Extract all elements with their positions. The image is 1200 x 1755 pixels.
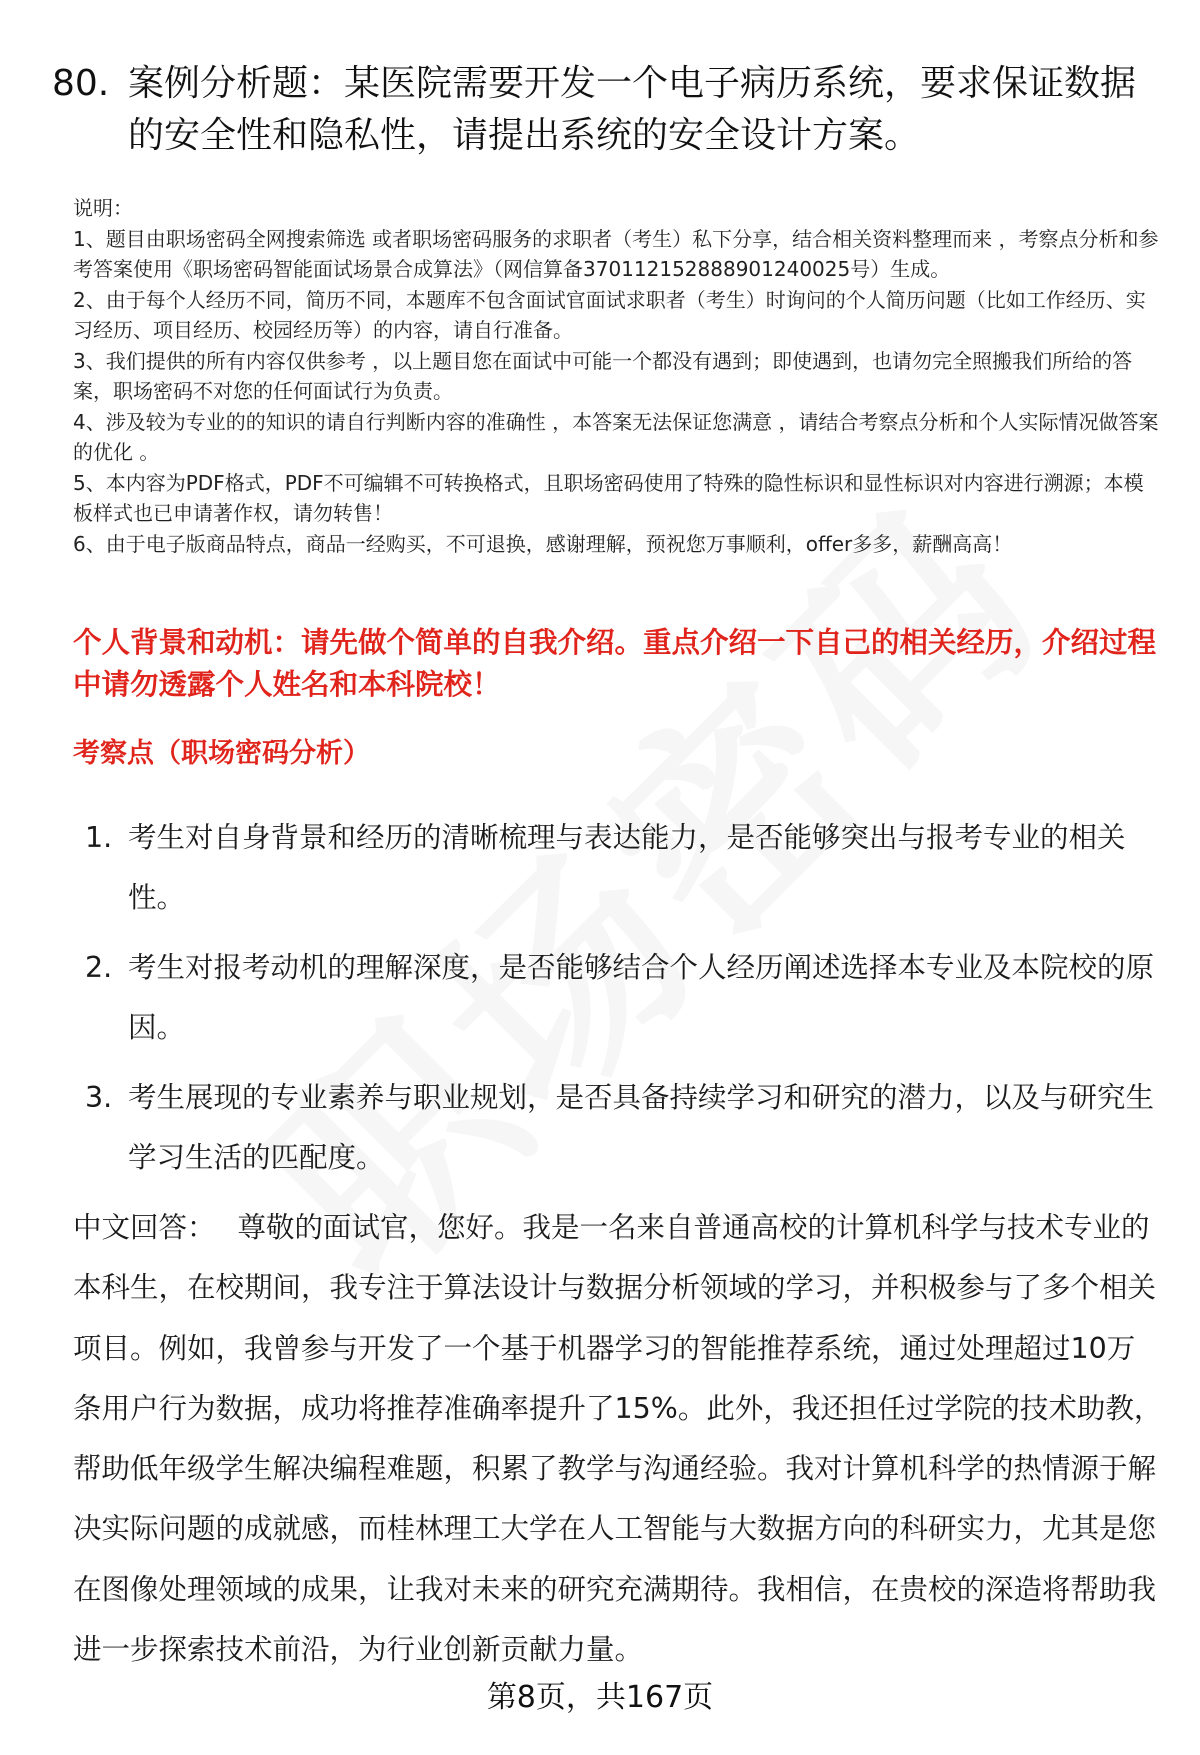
answer-text: 尊敬的面试官，您好。我是一名来自普通高校的计算机科学与技术专业的本科生，在校期间，我专注于算法设计与数据分析领域的学习，并积极参与了多个相关项目。例如，我曾参与开发了一个基于机器学习的智能推荐系统，通过处理超过10万条用户行为数据，成功将推荐准确率提升了15%。此外，我还担任过学院的技术助教，帮助低年级学生解决编程难题，积累了教学与沟通经验。我对计算机科学的热情源于解决实际问题的成就感，而桂林理工大学在人工智能与大数据方向的科研实力，尤其是您在图像处理领域的成果，让我对未来的研究充满期待。我相信，在贵校的深造将帮助我进一步探索技术前沿，为行业创新贡献力量。	[73, 1211, 1163, 1667]
question-text: 案例分析题：某医院需要开发一个电子病历系统，要求保证数据的安全性和隐私性，请提出系统的安全设计方案。	[128, 63, 1137, 156]
list-item-text: 考生对报考动机的理解深度，是否能够结合个人经历阐述选择本专业及本院校的原因。	[128, 951, 1155, 1044]
page-number: 第8页，共167页	[486, 1680, 714, 1715]
list-item	[85, 1068, 1165, 1188]
note-item: 4、涉及较为专业的的知识的请自行判断内容的准确性 ，本答案无法保证您满意 ，请结合考察点分析和个人实际情况做答案的优化 。	[73, 409, 1159, 464]
intro-heading: 个人背景和动机：请先做个简单的自我介绍。重点介绍一下自己的相关经历，介绍过程中请勿透露个人姓名和本科院校！	[73, 626, 1157, 701]
list-item	[85, 938, 1165, 1058]
list-item-number: 2.	[85, 951, 113, 984]
note-item: 6、由于电子版商品特点，商品一经购买，不可退换，感谢理解，预祝您万事顺利，offer多多，薪酬高高！	[73, 531, 1013, 556]
question-number: 80.	[52, 63, 110, 104]
notes-section	[73, 193, 1163, 559]
answer-label: 中文回答：	[73, 1211, 216, 1244]
list-item	[85, 808, 1165, 928]
list-item-text: 考生对自身背景和经历的清晰梳理与表达能力，是否能够突出与报考专业的相关性。	[128, 821, 1126, 914]
note-item: 3、我们提供的所有内容仅供参考 ，以上题目您在面试中可能一个都没有遇到；即使遇到，也请勿完全照搬我们所给的答案，职场密码不对您的任何面试行为负责。	[73, 348, 1133, 403]
list-item-number: 3.	[85, 1081, 113, 1114]
list-item-text: 考生展现的专业素养与职业规划，是否具备持续学习和研究的潜力，以及与研究生学习生活的匹配度。	[128, 1081, 1155, 1174]
key-points-list	[85, 808, 1165, 1198]
notes-heading: 说明：	[73, 196, 133, 220]
key-points-title: 考察点（职场密码分析）	[73, 738, 370, 769]
answer-paragraph	[73, 1198, 1163, 1680]
note-item: 1、题目由职场密码全网搜索筛选 或者职场密码服务的求职者（考生）私下分享，结合相关资料整理而来 ，考察点分析和参考答案使用《职场密码智能面试场景合成算法》（网信算备370112152888901240025号）生成。	[73, 226, 1159, 281]
note-item: 5、本内容为PDF格式，PDF不可编辑不可转换格式，且职场密码使用了特殊的隐性标识和显性标识对内容进行溯源；本模板样式也已申请著作权，请勿转售！	[73, 470, 1144, 525]
note-item: 2、由于每个人经历不同，简历不同，本题库不包含面试官面试求职者（考生）时询问的个人简历问题（比如工作经历、实习经历、项目经历、校园经历等）的内容，请自行准备。	[73, 287, 1146, 342]
question	[52, 58, 1162, 162]
list-item-number: 1.	[85, 821, 113, 854]
